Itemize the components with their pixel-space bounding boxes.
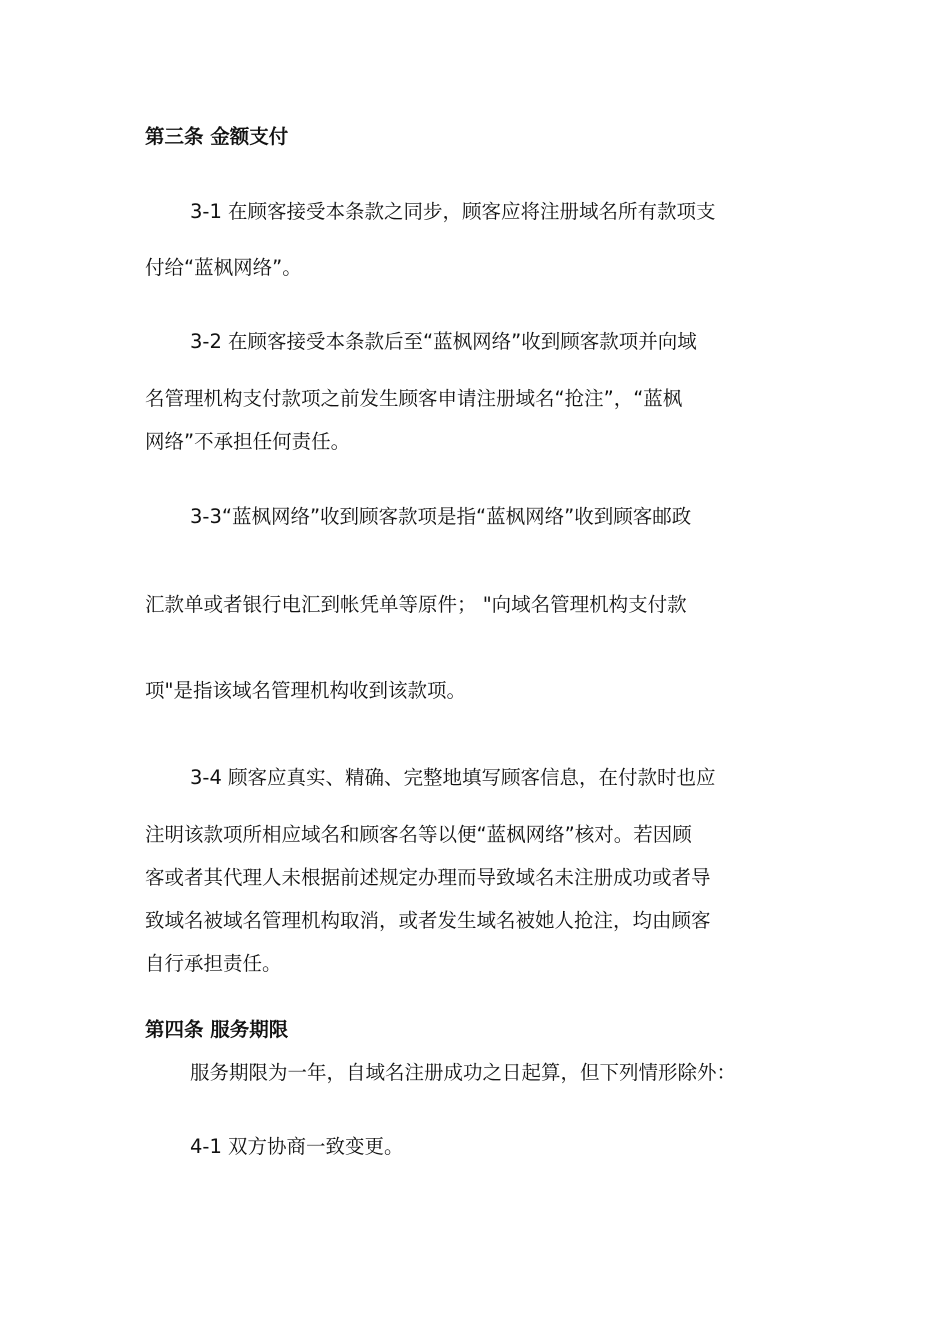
- clause-3-4-line-4: 致域名被域名管理机构取消，或者发生域名被她人抢注，均由顾客: [145, 909, 711, 932]
- clause-3-3-line-1: 3-3“蓝枫网络”收到顾客款项是指“蓝枫网络”收到顾客邮政: [190, 505, 692, 528]
- clause-3-4-line-1: 3-4 顾客应真实、精确、完整地填写顾客信息，在付款时也应: [190, 766, 716, 789]
- clause-3-2-line-1: 3-2 在顾客接受本条款后至“蓝枫网络”收到顾客款项并向域: [190, 330, 697, 353]
- clause-3-3-line-2: 汇款单或者银行电汇到帐凭单等原件； "向域名管理机构支付款: [145, 593, 687, 616]
- clause-3-2-line-2: 名管理机构支付款项之前发生顾客申请注册域名“抢注”，“蓝枫: [145, 387, 683, 410]
- clause-3-4-line-5: 自行承担责任。: [145, 952, 282, 975]
- clause-3-4-line-2: 注明该款项所相应域名和顾客名等以便“蓝枫网络”核对。若因顾: [145, 823, 692, 846]
- section-4-intro: 服务期限为一年，自域名注册成功之日起算，但下列情形除外：: [190, 1061, 737, 1084]
- clause-3-3-line-3: 项"是指该域名管理机构收到该款项。: [145, 679, 466, 702]
- clause-3-4-line-3: 客或者其代理人未根据前述规定办理而导致域名未注册成功或者导: [145, 866, 711, 889]
- section-3-heading: 第三条 金额支付: [145, 125, 289, 148]
- clause-3-2-line-3: 网络”不承担任何责任。: [145, 430, 351, 453]
- clause-3-1-line-2: 付给“蓝枫网络”。: [145, 256, 302, 279]
- clause-4-1-line-1: 4-1 双方协商一致变更。: [190, 1135, 404, 1158]
- section-4-heading: 第四条 服务期限: [145, 1018, 289, 1041]
- clause-3-1-line-1: 3-1 在顾客接受本条款之同步，顾客应将注册域名所有款项支: [190, 200, 716, 223]
